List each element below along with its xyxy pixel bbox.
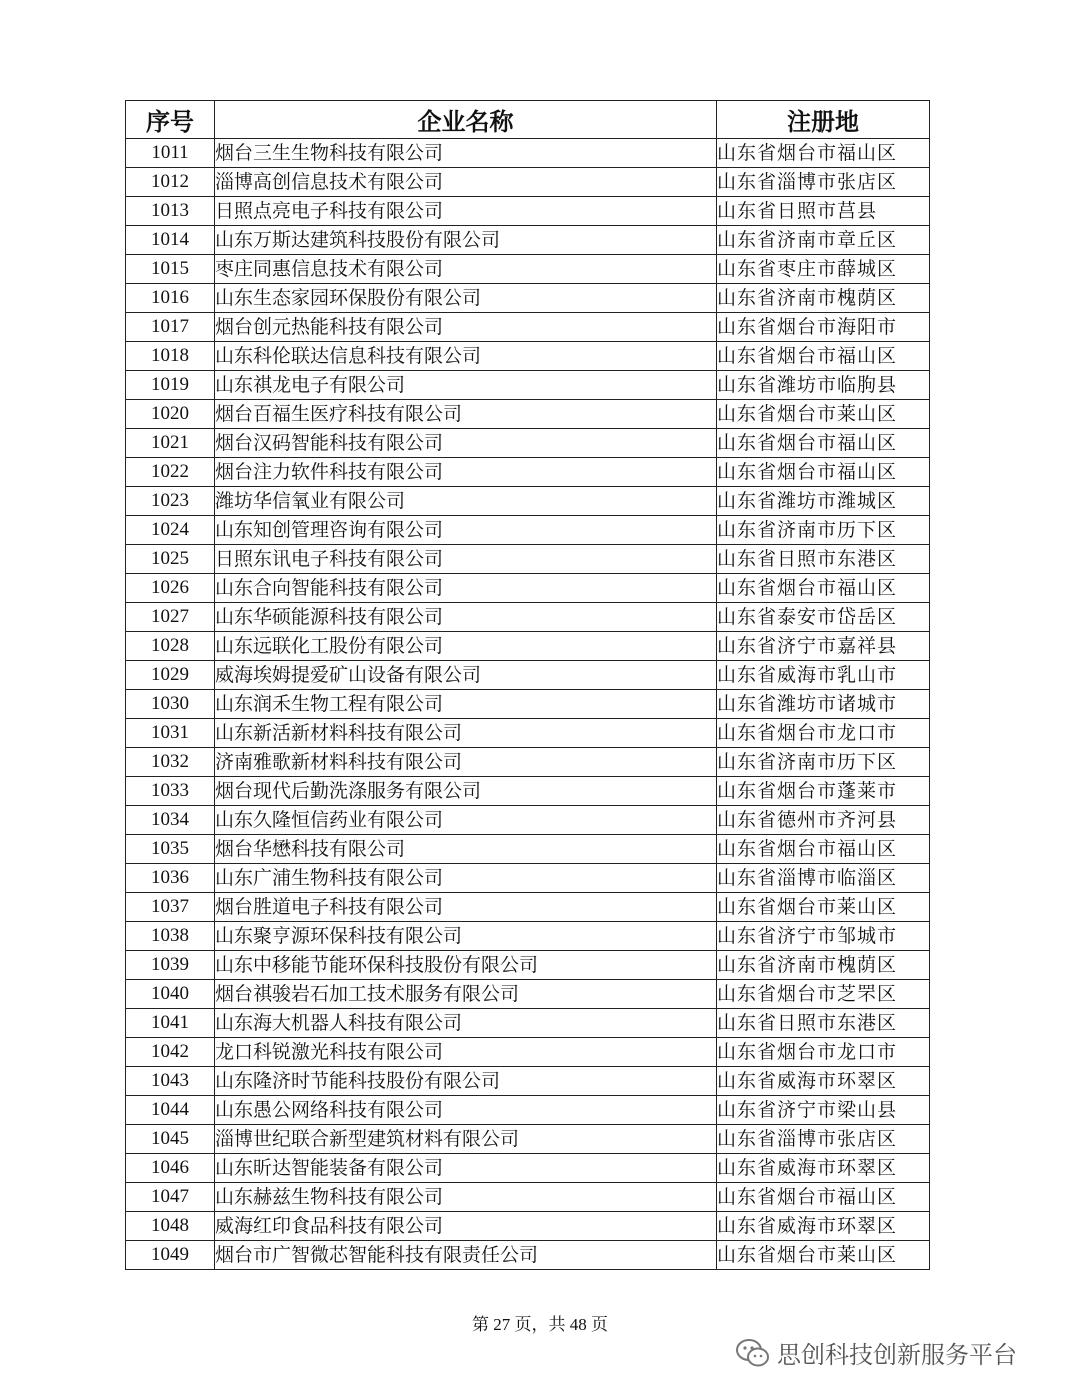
- row-company-name: 山东昕达智能装备有限公司: [215, 1154, 717, 1183]
- row-registration-place: 山东省烟台市龙口市: [717, 1038, 930, 1067]
- row-serial-number: 1029: [126, 661, 215, 690]
- table-header-row: [126, 101, 930, 139]
- row-company-name: 烟台创元热能科技有限公司: [215, 313, 717, 342]
- row-registration-place: 山东省威海市乳山市: [717, 661, 930, 690]
- row-registration-place: 山东省潍坊市临朐县: [717, 371, 930, 400]
- row-registration-place: 山东省济宁市嘉祥县: [717, 632, 930, 661]
- row-serial-number: 1019: [126, 371, 215, 400]
- row-registration-place: 山东省威海市环翠区: [717, 1154, 930, 1183]
- table-row: [126, 458, 930, 487]
- table-body: [126, 139, 930, 1270]
- row-registration-place: 山东省泰安市岱岳区: [717, 603, 930, 632]
- row-serial-number: 1028: [126, 632, 215, 661]
- row-registration-place: 山东省德州市齐河县: [717, 806, 930, 835]
- row-registration-place: 山东省济宁市邹城市: [717, 922, 930, 951]
- row-registration-place: 山东省日照市莒县: [717, 197, 930, 226]
- table-row: [126, 1183, 930, 1212]
- row-serial-number: 1041: [126, 1009, 215, 1038]
- table-row: [126, 516, 930, 545]
- row-serial-number: 1024: [126, 516, 215, 545]
- table-row: [126, 1038, 930, 1067]
- row-serial-number: 1020: [126, 400, 215, 429]
- row-registration-place: 山东省济南市槐荫区: [717, 284, 930, 313]
- table-row: [126, 197, 930, 226]
- watermark: [735, 1335, 1017, 1370]
- row-registration-place: 山东省淄博市张店区: [717, 168, 930, 197]
- row-company-name: 潍坊华信氧业有限公司: [215, 487, 717, 516]
- table-row: [126, 284, 930, 313]
- row-registration-place: 山东省济南市历下区: [717, 516, 930, 545]
- row-serial-number: 1048: [126, 1212, 215, 1241]
- row-company-name: 山东润禾生物工程有限公司: [215, 690, 717, 719]
- row-registration-place: 山东省淄博市张店区: [717, 1125, 930, 1154]
- table-row: [126, 719, 930, 748]
- row-registration-place: 山东省潍坊市诸城市: [717, 690, 930, 719]
- row-registration-place: 山东省烟台市芝罘区: [717, 980, 930, 1009]
- row-serial-number: 1027: [126, 603, 215, 632]
- table-row: [126, 429, 930, 458]
- row-serial-number: 1021: [126, 429, 215, 458]
- row-registration-place: 山东省烟台市莱山区: [717, 893, 930, 922]
- row-serial-number: 1038: [126, 922, 215, 951]
- row-registration-place: 山东省烟台市海阳市: [717, 313, 930, 342]
- row-registration-place: 山东省济南市历下区: [717, 748, 930, 777]
- row-company-name: 山东华硕能源科技有限公司: [215, 603, 717, 632]
- table-row: [126, 690, 930, 719]
- row-serial-number: 1032: [126, 748, 215, 777]
- row-company-name: 山东久隆恒信药业有限公司: [215, 806, 717, 835]
- row-serial-number: 1026: [126, 574, 215, 603]
- row-serial-number: 1036: [126, 864, 215, 893]
- row-registration-place: 山东省济宁市梁山县: [717, 1096, 930, 1125]
- row-company-name: 山东海大机器人科技有限公司: [215, 1009, 717, 1038]
- table-row: [126, 835, 930, 864]
- table-row: [126, 139, 930, 168]
- row-serial-number: 1018: [126, 342, 215, 371]
- row-company-name: 山东中移能节能环保科技股份有限公司: [215, 951, 717, 980]
- row-registration-place: 山东省威海市环翠区: [717, 1067, 930, 1096]
- row-company-name: 烟台三生生物科技有限公司: [215, 139, 717, 168]
- row-company-name: 山东远联化工股份有限公司: [215, 632, 717, 661]
- row-company-name: 淄博世纪联合新型建筑材料有限公司: [215, 1125, 717, 1154]
- row-company-name: 烟台注力软件科技有限公司: [215, 458, 717, 487]
- table-row: [126, 1125, 930, 1154]
- table-row: [126, 980, 930, 1009]
- row-company-name: 山东赫兹生物科技有限公司: [215, 1183, 717, 1212]
- table-row: [126, 632, 930, 661]
- row-serial-number: 1012: [126, 168, 215, 197]
- row-registration-place: 山东省烟台市福山区: [717, 429, 930, 458]
- table-row: [126, 313, 930, 342]
- row-company-name: 山东万斯达建筑科技股份有限公司: [215, 226, 717, 255]
- page-number: 第 27 页，共 48 页: [472, 1315, 608, 1334]
- wechat-icon: [735, 1338, 771, 1368]
- table-row: [126, 255, 930, 284]
- row-company-name: 淄博高创信息技术有限公司: [215, 168, 717, 197]
- table-row: [126, 1067, 930, 1096]
- row-registration-place: 山东省济南市槐荫区: [717, 951, 930, 980]
- enterprise-table: [125, 100, 930, 1270]
- table-row: [126, 400, 930, 429]
- row-company-name: 山东广浦生物科技有限公司: [215, 864, 717, 893]
- row-serial-number: 1039: [126, 951, 215, 980]
- row-serial-number: 1017: [126, 313, 215, 342]
- row-company-name: 日照点亮电子科技有限公司: [215, 197, 717, 226]
- row-serial-number: 1049: [126, 1241, 215, 1270]
- row-company-name: 山东新活新材料科技有限公司: [215, 719, 717, 748]
- row-company-name: 日照东讯电子科技有限公司: [215, 545, 717, 574]
- row-registration-place: 山东省烟台市福山区: [717, 342, 930, 371]
- table-row: [126, 1154, 930, 1183]
- table-row: [126, 1096, 930, 1125]
- table-row: [126, 487, 930, 516]
- row-serial-number: 1025: [126, 545, 215, 574]
- row-registration-place: 山东省潍坊市潍城区: [717, 487, 930, 516]
- row-company-name: 烟台市广智微芯智能科技有限责任公司: [215, 1241, 717, 1270]
- table-row: [126, 777, 930, 806]
- table-row: [126, 951, 930, 980]
- row-serial-number: 1014: [126, 226, 215, 255]
- table-row: [126, 1009, 930, 1038]
- table-row: [126, 574, 930, 603]
- row-company-name: 威海埃姆提爱矿山设备有限公司: [215, 661, 717, 690]
- row-registration-place: 山东省淄博市临淄区: [717, 864, 930, 893]
- row-serial-number: 1040: [126, 980, 215, 1009]
- table-row: [126, 893, 930, 922]
- row-company-name: 山东祺龙电子有限公司: [215, 371, 717, 400]
- row-serial-number: 1034: [126, 806, 215, 835]
- row-registration-place: 山东省烟台市福山区: [717, 139, 930, 168]
- row-registration-place: 山东省烟台市福山区: [717, 574, 930, 603]
- table-row: [126, 1212, 930, 1241]
- table-row: [126, 168, 930, 197]
- row-company-name: 山东合向智能科技有限公司: [215, 574, 717, 603]
- row-serial-number: 1045: [126, 1125, 215, 1154]
- row-company-name: 山东聚亨源环保科技有限公司: [215, 922, 717, 951]
- row-serial-number: 1016: [126, 284, 215, 313]
- row-company-name: 山东隆济时节能科技股份有限公司: [215, 1067, 717, 1096]
- row-company-name: 山东生态家园环保股份有限公司: [215, 284, 717, 313]
- row-company-name: 烟台华懋科技有限公司: [215, 835, 717, 864]
- table-row: [126, 371, 930, 400]
- row-registration-place: 山东省枣庄市薛城区: [717, 255, 930, 284]
- table-row: [126, 603, 930, 632]
- header-registration-place: 注册地: [717, 101, 930, 139]
- table-row: [126, 922, 930, 951]
- table-row: [126, 545, 930, 574]
- row-serial-number: 1043: [126, 1067, 215, 1096]
- row-registration-place: 山东省烟台市龙口市: [717, 719, 930, 748]
- row-serial-number: 1013: [126, 197, 215, 226]
- table-row: [126, 748, 930, 777]
- table-row: [126, 806, 930, 835]
- table-row: [126, 864, 930, 893]
- row-serial-number: 1031: [126, 719, 215, 748]
- row-registration-place: 山东省烟台市福山区: [717, 1183, 930, 1212]
- header-company-name: 企业名称: [215, 101, 717, 139]
- row-registration-place: 山东省日照市东港区: [717, 545, 930, 574]
- row-registration-place: 山东省烟台市蓬莱市: [717, 777, 930, 806]
- row-serial-number: 1035: [126, 835, 215, 864]
- row-serial-number: 1030: [126, 690, 215, 719]
- row-serial-number: 1015: [126, 255, 215, 284]
- row-company-name: 山东知创管理咨询有限公司: [215, 516, 717, 545]
- table-row: [126, 342, 930, 371]
- row-registration-place: 山东省烟台市福山区: [717, 458, 930, 487]
- watermark-text: 思创科技创新服务平台: [777, 1341, 1017, 1369]
- table-row: [126, 226, 930, 255]
- row-serial-number: 1022: [126, 458, 215, 487]
- row-company-name: 烟台现代后勤洗涤服务有限公司: [215, 777, 717, 806]
- row-company-name: 烟台百福生医疗科技有限公司: [215, 400, 717, 429]
- row-registration-place: 山东省济南市章丘区: [717, 226, 930, 255]
- row-company-name: 龙口科锐激光科技有限公司: [215, 1038, 717, 1067]
- row-company-name: 烟台祺骏岩石加工技术服务有限公司: [215, 980, 717, 1009]
- row-company-name: 济南雅歌新材料科技有限公司: [215, 748, 717, 777]
- table-row: [126, 1241, 930, 1270]
- row-company-name: 烟台汉码智能科技有限公司: [215, 429, 717, 458]
- row-company-name: 枣庄同惠信息技术有限公司: [215, 255, 717, 284]
- row-company-name: 烟台胜道电子科技有限公司: [215, 893, 717, 922]
- row-company-name: 威海红印食品科技有限公司: [215, 1212, 717, 1241]
- row-company-name: 山东科伦联达信息科技有限公司: [215, 342, 717, 371]
- row-serial-number: 1011: [126, 139, 215, 168]
- row-serial-number: 1037: [126, 893, 215, 922]
- row-registration-place: 山东省烟台市莱山区: [717, 1241, 930, 1270]
- table-row: [126, 661, 930, 690]
- row-registration-place: 山东省烟台市莱山区: [717, 400, 930, 429]
- row-registration-place: 山东省威海市环翠区: [717, 1212, 930, 1241]
- row-registration-place: 山东省日照市东港区: [717, 1009, 930, 1038]
- row-serial-number: 1042: [126, 1038, 215, 1067]
- row-serial-number: 1046: [126, 1154, 215, 1183]
- row-serial-number: 1033: [126, 777, 215, 806]
- row-serial-number: 1047: [126, 1183, 215, 1212]
- header-serial-number: 序号: [126, 101, 215, 139]
- row-serial-number: 1044: [126, 1096, 215, 1125]
- row-registration-place: 山东省烟台市福山区: [717, 835, 930, 864]
- row-serial-number: 1023: [126, 487, 215, 516]
- row-company-name: 山东愚公网络科技有限公司: [215, 1096, 717, 1125]
